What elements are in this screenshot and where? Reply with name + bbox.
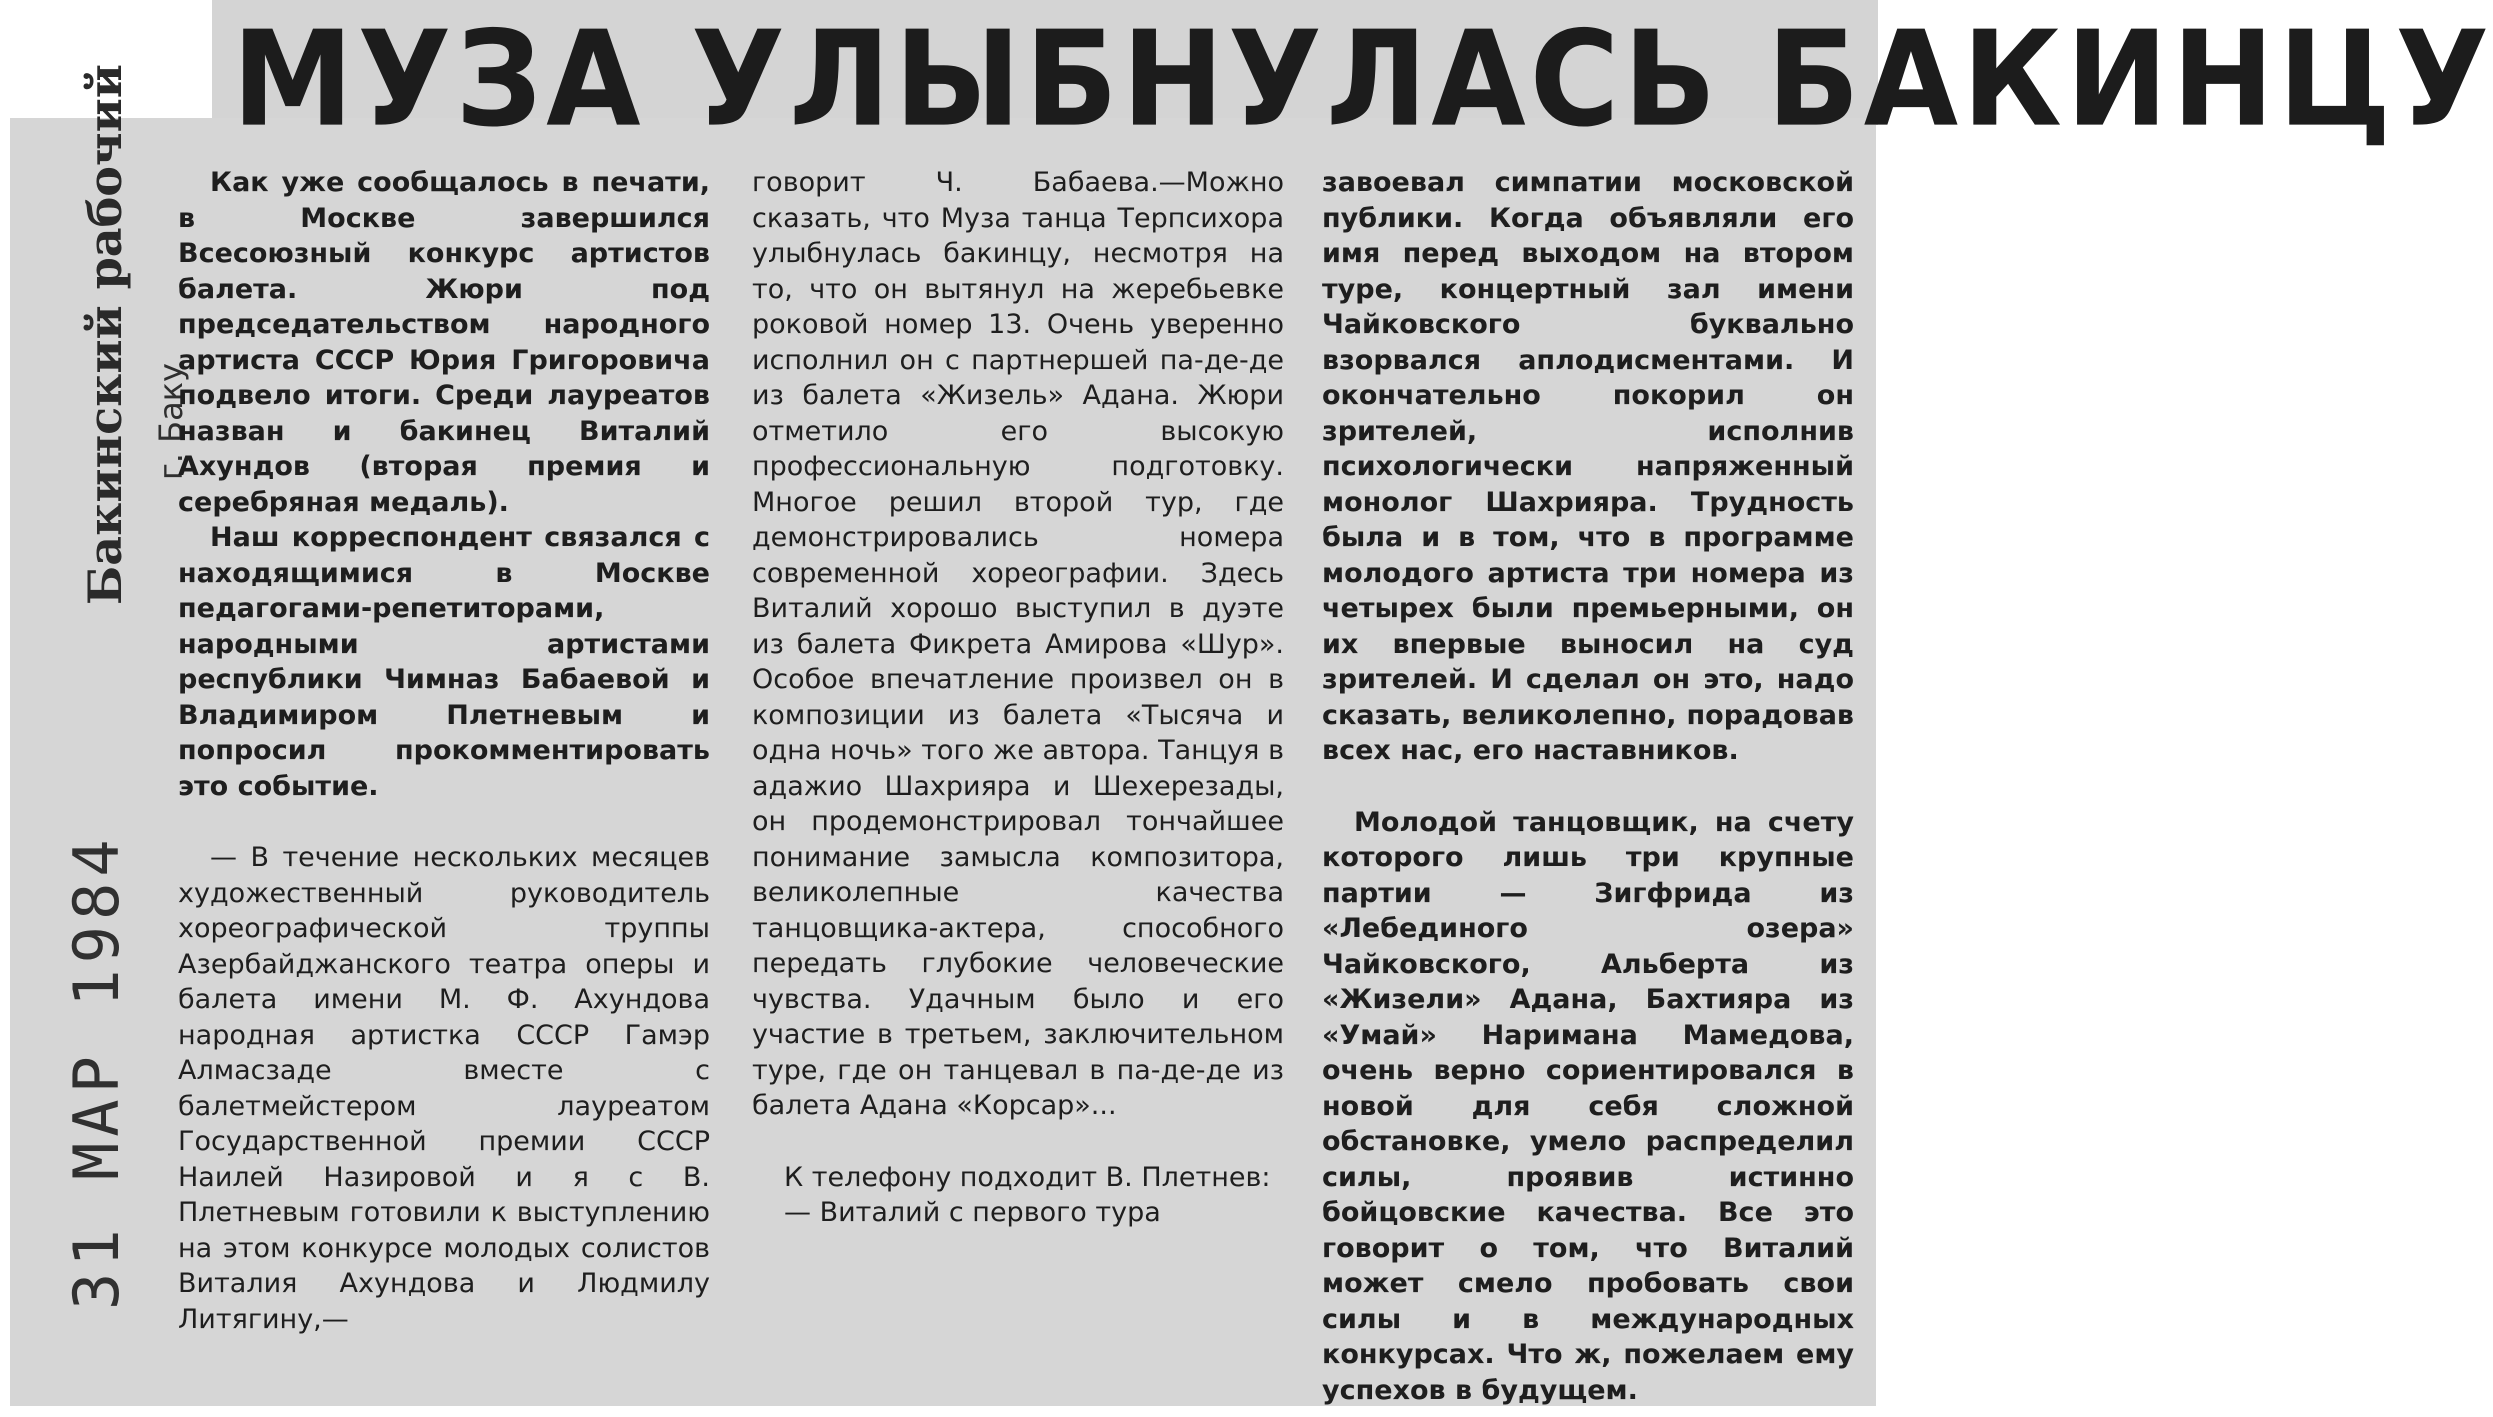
article-column-2	[752, 165, 1284, 1231]
article-quote-pletnev: завоевал симпатии московской публики. Когда объявляли его имя перед выходом на втором туре, концертный зал имени Чайковского буквально взорвался аплодисментами. И окончательно покорил он зрителей, исполнив психологически напряженный монолог Шахрияра. Трудность была и в том, что в программе молодого артиста три номера из четырех были премьерными, он их впервые выносил на суд зрителей. И сделал он это, надо сказать, великолепно, порадовав всех нас, его наставников.	[1322, 167, 1854, 766]
article-quote-babaeva: говорит Ч. Бабаева.—Можно сказать, что Муза танца Терпсихора улыбнулась бакинцу, несмотря на то, что он вытянул на жеребьевке роковой номер 13. Очень уверенно исполнил он с партнершей па-де-де из балета «Жизель» Адана. Жюри отметило его высокую профессиональную подготовку. Многое решил второй тур, где демонстрировались номера современной хореографии. Здесь Виталий хорошо выступил в дуэте из балета Фикрета Амирова «Шур». Особое впечатление произвел он в композиции из балета «Тысяча и одна ночь» того же автора. Танцуя в адажио Шахрияра и Шехерезады, он продемонстрировал тончайшее понимание замысла композитора, великолепные качества танцовщика-актера, способного передать глубокие человеческие чувства. Удачным было и его участие в третьем, заключительном туре, где он танцевал в па-де-де из балета Адана «Корсар»...	[752, 167, 1284, 1121]
newspaper-name: Бакинский рабочий	[78, 64, 132, 605]
article-closing-paragraph: Молодой танцовщик, на счету которого лишь три крупные партии — Зигфрида из «Лебединого озера» Чайковского, Альберта из «Жизели» Адана, Бахтияра из «Умай» Наримана Мамедова, очень верно сориентировался в новой для себя сложной обстановке, умело распределил силы, проявив истинно бойцовские качества. Все это говорит о том, что Виталий может смело пробовать свои силы и в международных конкурсах. Что ж, пожелаем ему успехов в будущем.	[1322, 806, 1854, 1406]
newspaper-city: г. Баку	[152, 363, 190, 480]
article-lead-paragraph-2: Наш корреспондент связался с находящимися в Москве педагогами-репетиторами, народными артистами республики Чимназ Бабаевой и Владимиром Плетневым и попросил прокомментировать это событие.	[178, 522, 710, 802]
article-lead-paragraph-1: Как уже сообщалось в печати, в Москве завершился Всесоюзный конкурс артистов балета. Жюри под председательством народного артиста СССР Юрия Григоровича подвело итоги. Среди лауреатов назван и бакинец Виталий Ахундов (вторая премия и серебряная медаль).	[178, 167, 710, 518]
article-phone-line: К телефону подходит В. Плетнев:	[784, 1161, 1271, 1193]
article-quote-babaeva-start: — В течение нескольких месяцев художественный руководитель хореографической труппы Азербайджанского театра оперы и балета имени М. Ф. Ахундова народная артистка СССР Гамэр Алмасзаде вместе с балетмейстером лауреатом Государственной премии СССР Наилей Назировой и я с В. Плетневым готовили к выступлению на этом конкурсе молодых солистов Виталия Ахундова и Людмилу Литягину,—	[178, 842, 710, 1335]
headline: МУЗА УЛЫБНУЛАСЬ БАКИНЦУ	[232, 2, 2493, 156]
article-column-3	[1322, 165, 1854, 1408]
clipping-stamp	[20, 0, 190, 1417]
article-column-1	[178, 165, 710, 1337]
article-quote-pletnev-start: — Виталий с первого тура	[784, 1197, 1161, 1228]
clipping-date: 31 МАР 1984	[60, 833, 133, 1310]
